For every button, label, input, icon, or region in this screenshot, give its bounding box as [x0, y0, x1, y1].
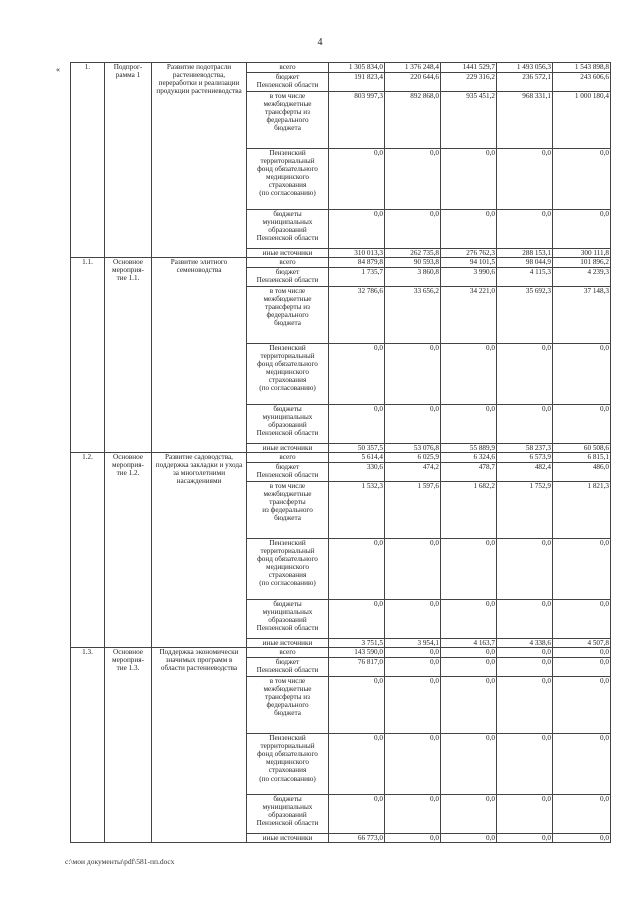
amount-cell: 0,0 [441, 795, 497, 834]
amount-cell: 0,0 [553, 149, 611, 210]
funding-source: в том числе межбюджетные трансферты из федерального бюджета [247, 677, 329, 734]
amount-cell: 1441 529,7 [441, 63, 497, 73]
amount-cell: 0,0 [441, 539, 497, 600]
funding-source: бюджеты муниципальных образований Пензенской области [247, 405, 329, 444]
amount-cell: 3 860,8 [385, 268, 441, 287]
amount-cell: 6 324,6 [441, 453, 497, 463]
amount-cell: 935 451,2 [441, 92, 497, 149]
amount-cell: 0,0 [497, 405, 553, 444]
funding-source: всего [247, 648, 329, 658]
amount-cell: 0,0 [497, 734, 553, 795]
amount-cell: 330,6 [329, 463, 385, 482]
funding-source: бюджеты муниципальных образований Пензенской области [247, 795, 329, 834]
amount-cell: 90 593,8 [385, 258, 441, 268]
amount-cell: 53 076,8 [385, 444, 441, 453]
amount-cell: 0,0 [553, 210, 611, 249]
amount-cell: 310 013,3 [329, 249, 385, 258]
amount-cell: 0,0 [385, 677, 441, 734]
amount-cell: 143 590,0 [329, 648, 385, 658]
amount-cell: 0,0 [329, 677, 385, 734]
amount-cell: 892 868,0 [385, 92, 441, 149]
amount-cell: 98 044,9 [497, 258, 553, 268]
amount-cell: 0,0 [553, 344, 611, 405]
amount-cell: 0,0 [497, 210, 553, 249]
amount-cell: 4 507,8 [553, 639, 611, 648]
section-type: Основное мероприя- тие 1.2. [105, 453, 152, 648]
amount-cell: 3 990,6 [441, 268, 497, 287]
amount-cell: 4 163,7 [441, 639, 497, 648]
funding-source: иные источники [247, 249, 329, 258]
amount-cell: 0,0 [329, 344, 385, 405]
amount-cell: 55 889,9 [441, 444, 497, 453]
amount-cell: 0,0 [329, 539, 385, 600]
amount-cell: 0,0 [385, 795, 441, 834]
amount-cell: 0,0 [553, 658, 611, 677]
amount-cell: 6 573,9 [497, 453, 553, 463]
amount-cell: 0,0 [553, 734, 611, 795]
amount-cell: 236 572,1 [497, 73, 553, 92]
section-name: Поддержка экономически значимых программ в области растениеводства [152, 648, 247, 843]
amount-cell: 84 879,8 [329, 258, 385, 268]
opening-quote-mark: « [56, 65, 60, 74]
amount-cell: 101 896,2 [553, 258, 611, 268]
funding-source: Пензенский территориальный фонд обязательного медицинского страхования (по согласованию) [247, 344, 329, 405]
table-row [71, 648, 611, 658]
funding-source: в том числе межбюджетные трансферты из федерального бюджета [247, 482, 329, 539]
amount-cell: 4 115,3 [497, 268, 553, 287]
section-number: 1.3. [71, 648, 105, 843]
amount-cell: 0,0 [553, 600, 611, 639]
amount-cell: 0,0 [441, 677, 497, 734]
amount-cell: 0,0 [329, 600, 385, 639]
amount-cell: 0,0 [553, 795, 611, 834]
section-name: Развитие садоводства, поддержка закладки и ухода за многолетними насаждениями [152, 453, 247, 648]
amount-cell: 0,0 [385, 210, 441, 249]
amount-cell: 0,0 [497, 149, 553, 210]
amount-cell: 35 692,3 [497, 287, 553, 344]
amount-cell: 262 735,8 [385, 249, 441, 258]
amount-cell: 1 493 056,3 [497, 63, 553, 73]
amount-cell: 6 815,1 [553, 453, 611, 463]
amount-cell: 37 148,3 [553, 287, 611, 344]
amount-cell: 0,0 [385, 834, 441, 843]
amount-cell: 1 682,2 [441, 482, 497, 539]
amount-cell: 0,0 [329, 210, 385, 249]
amount-cell: 191 823,4 [329, 73, 385, 92]
amount-cell: 5 614,4 [329, 453, 385, 463]
amount-cell: 6 025,9 [385, 453, 441, 463]
amount-cell: 0,0 [497, 539, 553, 600]
amount-cell: 0,0 [441, 834, 497, 843]
amount-cell: 0,0 [553, 648, 611, 658]
table-row [71, 453, 611, 463]
amount-cell: 0,0 [441, 648, 497, 658]
amount-cell: 0,0 [329, 795, 385, 834]
amount-cell: 288 153,1 [497, 249, 553, 258]
page-number: 4 [317, 37, 323, 48]
amount-cell: 0,0 [553, 677, 611, 734]
amount-cell: 803 997,3 [329, 92, 385, 149]
amount-cell: 0,0 [497, 658, 553, 677]
table-row [71, 63, 611, 73]
amount-cell: 0,0 [385, 648, 441, 658]
amount-cell: 482,4 [497, 463, 553, 482]
funding-table [70, 62, 611, 843]
amount-cell: 0,0 [385, 344, 441, 405]
amount-cell: 1 376 248,4 [385, 63, 441, 73]
funding-source: Пензенский территориальный фонд обязательного медицинского страхования (по согласованию) [247, 734, 329, 795]
table-row [71, 258, 611, 268]
funding-source: в том числе межбюджетные трансферты из федерального бюджета [247, 287, 329, 344]
amount-cell: 0,0 [441, 210, 497, 249]
section-name: Развитие подотрасли растениеводства, переработки и реализации продукции растениеводства [152, 63, 247, 258]
amount-cell: 4 338,6 [497, 639, 553, 648]
section-number: 1.1. [71, 258, 105, 453]
amount-cell: 34 221,0 [441, 287, 497, 344]
amount-cell: 243 606,6 [553, 73, 611, 92]
section-type: Основное мероприя- тие 1.3. [105, 648, 152, 843]
amount-cell: 300 111,8 [553, 249, 611, 258]
file-path-footer: c:\мои документы\pdf\581-пп.docx [65, 857, 175, 866]
amount-cell: 0,0 [553, 405, 611, 444]
funding-source: иные источники [247, 444, 329, 453]
amount-cell: 0,0 [441, 344, 497, 405]
amount-cell: 0,0 [385, 149, 441, 210]
amount-cell: 0,0 [385, 658, 441, 677]
funding-source: бюджет Пензенской области [247, 658, 329, 677]
amount-cell: 3 954,1 [385, 639, 441, 648]
amount-cell: 0,0 [385, 539, 441, 600]
amount-cell: 1 735,7 [329, 268, 385, 287]
section-type: Основное мероприя- тие 1.1. [105, 258, 152, 453]
amount-cell: 94 101,5 [441, 258, 497, 268]
amount-cell: 60 508,6 [553, 444, 611, 453]
funding-source: бюджеты муниципальных образований Пензенской области [247, 600, 329, 639]
funding-source: бюджет Пензенской области [247, 268, 329, 287]
amount-cell: 229 316,2 [441, 73, 497, 92]
amount-cell: 0,0 [497, 834, 553, 843]
funding-source: бюджет Пензенской области [247, 463, 329, 482]
amount-cell: 0,0 [497, 600, 553, 639]
section-name: Развитие элитного семеноводства [152, 258, 247, 453]
amount-cell: 3 751,5 [329, 639, 385, 648]
amount-cell: 66 773,0 [329, 834, 385, 843]
amount-cell: 1 000 180,4 [553, 92, 611, 149]
amount-cell: 0,0 [497, 795, 553, 834]
funding-source: иные источники [247, 834, 329, 843]
amount-cell: 58 237,3 [497, 444, 553, 453]
funding-source: всего [247, 453, 329, 463]
amount-cell: 0,0 [385, 600, 441, 639]
amount-cell: 0,0 [441, 149, 497, 210]
amount-cell: 486,0 [553, 463, 611, 482]
amount-cell: 0,0 [441, 600, 497, 639]
amount-cell: 220 644,6 [385, 73, 441, 92]
amount-cell: 0,0 [329, 734, 385, 795]
amount-cell: 1 821,3 [553, 482, 611, 539]
amount-cell: 968 331,1 [497, 92, 553, 149]
funding-source: всего [247, 258, 329, 268]
amount-cell: 0,0 [441, 734, 497, 795]
amount-cell: 0,0 [329, 405, 385, 444]
amount-cell: 0,0 [497, 677, 553, 734]
amount-cell: 0,0 [385, 405, 441, 444]
funding-source: бюджеты муниципальных образований Пензенской области [247, 210, 329, 249]
section-number: 1. [71, 63, 105, 258]
funding-source: Пензенский территориальный фонд обязательного медицинского страхования (по согласованию) [247, 149, 329, 210]
amount-cell: 0,0 [385, 734, 441, 795]
amount-cell: 4 239,3 [553, 268, 611, 287]
amount-cell: 1 597,6 [385, 482, 441, 539]
amount-cell: 1 305 834,0 [329, 63, 385, 73]
amount-cell: 0,0 [441, 658, 497, 677]
amount-cell: 0,0 [497, 344, 553, 405]
amount-cell: 1 752,9 [497, 482, 553, 539]
amount-cell: 474,2 [385, 463, 441, 482]
funding-source: всего [247, 63, 329, 73]
section-type: Подпрог- рамма 1 [105, 63, 152, 258]
amount-cell: 76 817,0 [329, 658, 385, 677]
section-number: 1.2. [71, 453, 105, 648]
funding-source: в том числе межбюджетные трансферты из федерального бюджета [247, 92, 329, 149]
amount-cell: 0,0 [329, 149, 385, 210]
amount-cell: 1 532,3 [329, 482, 385, 539]
amount-cell: 276 762,3 [441, 249, 497, 258]
amount-cell: 33 656,2 [385, 287, 441, 344]
amount-cell: 0,0 [497, 648, 553, 658]
amount-cell: 478,7 [441, 463, 497, 482]
amount-cell: 0,0 [441, 405, 497, 444]
amount-cell: 1 543 898,8 [553, 63, 611, 73]
amount-cell: 50 357,5 [329, 444, 385, 453]
funding-source: иные источники [247, 639, 329, 648]
amount-cell: 32 786,6 [329, 287, 385, 344]
funding-source: бюджет Пензенской области [247, 73, 329, 92]
amount-cell: 0,0 [553, 834, 611, 843]
funding-source: Пензенский территориальный фонд обязательного медицинского страхования (по согласованию) [247, 539, 329, 600]
amount-cell: 0,0 [553, 539, 611, 600]
